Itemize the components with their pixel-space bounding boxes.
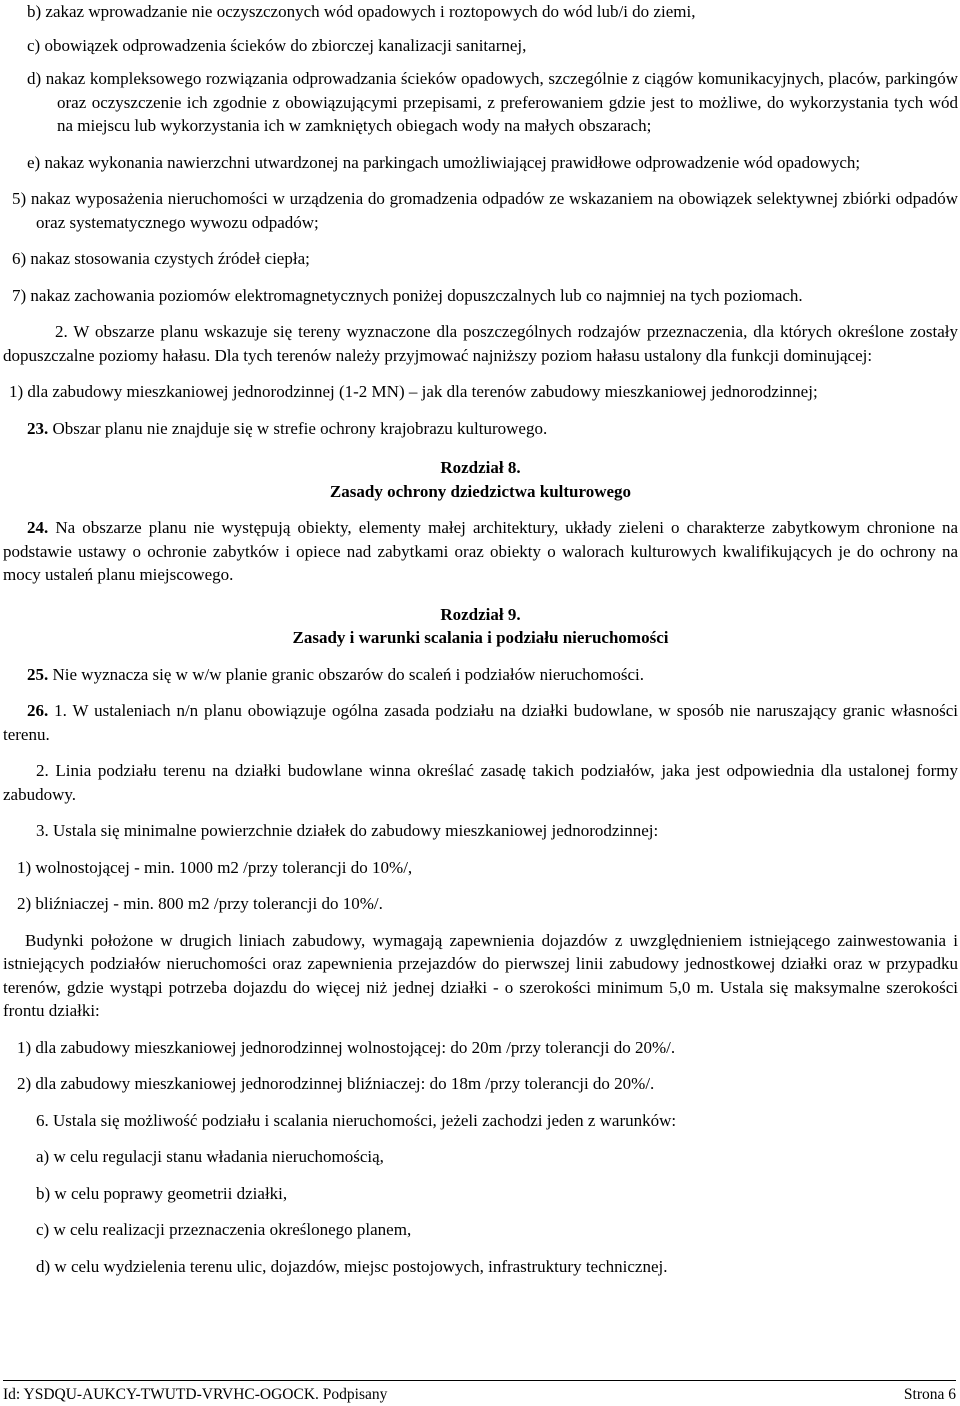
area-list-item-2: 2) bliźniaczej - min. 800 m2 /przy tolerancji do 10%/. (17, 894, 383, 913)
area-list-item-1: 1) wolnostojącej - min. 1000 m2 /przy tolerancji do 10%/, (17, 857, 413, 877)
chapter-8-title: Zasady ochrony dziedzictwa kulturowego (329, 481, 632, 501)
paragraph-26-6: 6. Ustala się możliwość podziału i scalania nieruchomości, jeżeli zachodzi jeden z warunków: (36, 1110, 677, 1130)
condition-item-a: a) w celu regulacji stanu władania nieruchomością, (36, 1147, 384, 1166)
condition-item-c: c) w celu realizacji przeznaczenia określonego planem, (36, 1220, 412, 1239)
chapter-8-number: Rozdział 8. (440, 458, 521, 477)
chapter-9-number: Rozdział 9. (440, 604, 521, 624)
noise-list-item-1: 1) dla zabudowy mieszkaniowej jednorodzinnej (1-2 MN) – jak dla terenów zabudowy mieszkaniowej jednorodzinnej; (9, 382, 818, 401)
paragraph-2: 2. W obszarze planu wskazuje się tereny wyznaczone dla poszczególnych rodzajów przeznaczenia, dla których określone zostały dopuszczalne poziomy hałasu. Dla tych terenów należy przyjmować najniższy poziom hałasu ustalony dla funkcji dominującej: (3, 322, 958, 365)
paragraph-26-2: 2. Linia podziału terenu na działki budowlane winna określać zasadę takich podziałów, jaka jest odpowiednia dla ustalonej formy zabudowy. (3, 761, 958, 804)
paragraph-number: 26. (27, 701, 49, 720)
list-item-6: 6) nakaz stosowania czystych źródeł ciepła; (12, 249, 310, 268)
paragraph-24 (3, 516, 958, 587)
chapter-9-title: Zasady i warunki scalania i podziału nieruchomości (292, 628, 669, 647)
condition-item-b: b) w celu poprawy geometrii działki, (36, 1183, 288, 1203)
paragraph-text: Nie wyznacza się w w/w planie granic obszarów do scaleń i podziałów nieruchomości. (52, 664, 644, 684)
frontage-list-item-2: 2) dla zabudowy mieszkaniowej jednorodzinnej bliźniaczej: do 18m /przy tolerancji do 20%/. (17, 1074, 655, 1093)
document-body (3, 0, 958, 1278)
page-number: Strona 6 (903, 1386, 956, 1403)
list-item-d: d) nakaz kompleksowego rozwiązania odprowadzania ścieków opadowych, szczególnie z ciągów komunikacyjnych, placów, parkingów oraz oczyszczenie ich zgodnie z obowiązującymi przepisami, z preferowaniem gdzie jest to możliwe, do wykorzystania tych wód na miejscu lub wykorzystania ich w zamkniętych obiegach wody na małych obszarach; (27, 69, 958, 135)
paragraph-26-3: 3. Ustala się minimalne powierzchnie działek do zabudowy mieszkaniowej jednorodzinnej: (36, 821, 659, 840)
paragraph-text: Na obszarze planu nie występują obiekty, elementy małej architektury, układy zieleni o charakterze zabytkowym chronione na podstawie ustawy o ochronie zabytków i opiece nad zabytkami oraz obiekty o walorach kulturowych kwalifikujących je do ochrony na mocy ustaleń planu miejscowego. (3, 518, 959, 584)
paragraph-number: 25. (27, 664, 49, 684)
paragraph-26-1 (3, 699, 958, 746)
document-id: Id: YSDQU-AUKCY-TWUTD-VRVHC-OGOCK. Podpisany (3, 1386, 388, 1403)
paragraph-number: 24. (27, 518, 49, 537)
paragraph-text: Obszar planu nie znajduje się w strefie ochrony krajobrazu kulturowego. (52, 418, 548, 438)
frontage-list-item-1: 1) dla zabudowy mieszkaniowej jednorodzinnej wolnostojącej: do 20m /przy tolerancji do 20%/. (17, 1037, 676, 1057)
list-item-c: c) obowiązek odprowadzenia ścieków do zbiorczej kanalizacji sanitarnej, (27, 35, 527, 55)
page-footer (3, 1380, 956, 1405)
paragraph-buildings: Budynki położone w drugich liniach zabudowy, wymagają zapewnienia dojazdów z uwzględnieniem istniejącego zainwestowania i istniejących podziałów nieruchomości oraz zapewnienia przejazdów do pierwszej linii zabudowy jednostkowej działki oraz w przypadku terenów, gdzie wystąpi potrzeba dojazdu do więcej niż jednej działki - o szerokości minimum 5,0 m. Ustala się maksymalne szerokości frontu działki: (3, 930, 958, 1020)
list-item-7: 7) nakaz zachowania poziomów elektromagnetycznych poniżej dopuszczalnych lub co najmniej na tych poziomach. (12, 285, 803, 305)
paragraph-text: 1. W ustaleniach n/n planu obowiązuje ogólna zasada podziału na działki budowlane, w sposób nie naruszający granic własności terenu. (3, 701, 958, 744)
list-item-b: b) zakaz wprowadzanie nie oczyszczonych wód opadowych i roztopowych do wód lub/i do ziemi, (27, 2, 696, 21)
list-item-e: e) nakaz wykonania nawierzchni utwardzonej na parkingach umożliwiającej prawidłowe odprowadzenie wód opadowych; (27, 152, 861, 172)
paragraph-25 (3, 663, 958, 687)
paragraph-23 (3, 417, 958, 441)
condition-item-d: d) w celu wydzielenia terenu ulic, dojazdów, miejsc postojowych, infrastruktury technicznej. (36, 1256, 668, 1276)
list-item-5: 5) nakaz wyposażenia nieruchomości w urządzenia do gromadzenia odpadów ze wskazaniem na obowiązek selektywnej zbiórki odpadów oraz systematycznego wywozu odpadów; (12, 189, 958, 232)
paragraph-number: 23. (27, 418, 49, 438)
